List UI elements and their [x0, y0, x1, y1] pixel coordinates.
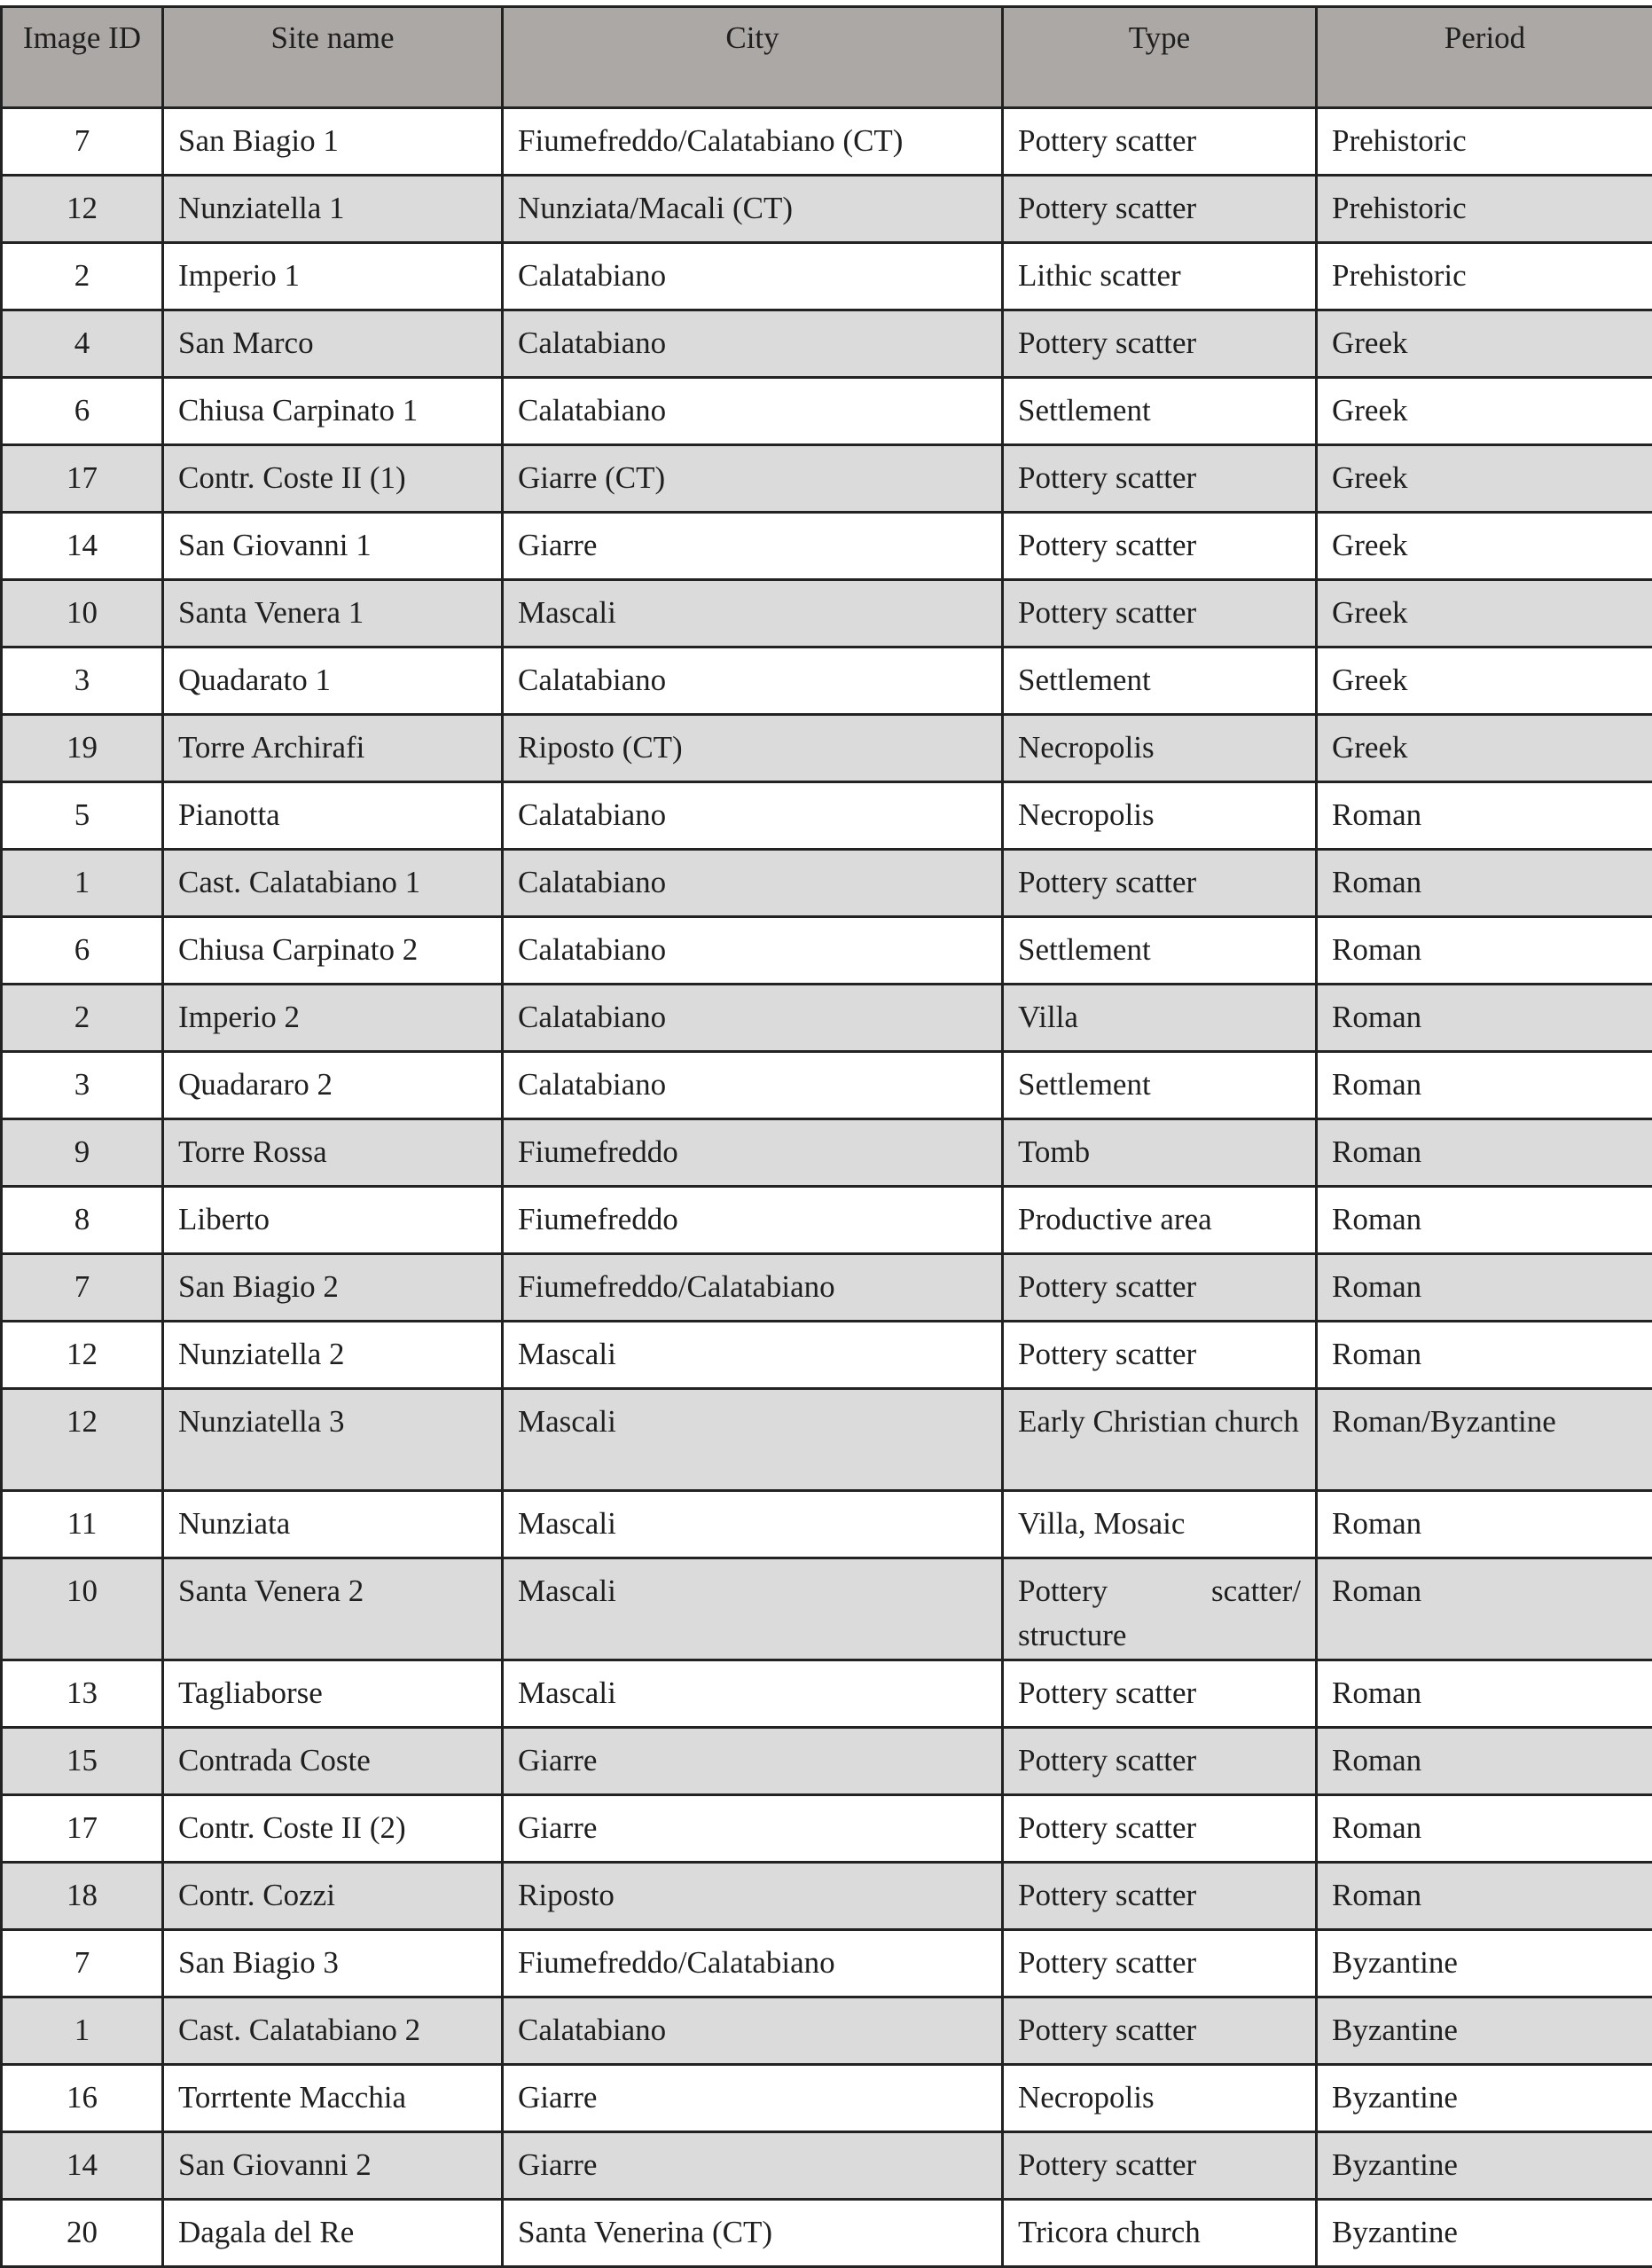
table-row	[2, 1491, 1652, 1558]
cell-site-name: Contr. Cozzi	[163, 1863, 503, 1930]
cell-type: Settlement	[1003, 647, 1317, 715]
cell-type: Pottery scatter	[1003, 1795, 1317, 1863]
cell-site-name: Cast. Calatabiano 2	[163, 1997, 503, 2065]
header-row	[2, 7, 1652, 108]
cell-period: Roman	[1317, 1558, 1652, 1660]
cell-city: Santa Venerina (CT)	[503, 2200, 1003, 2267]
table-row	[2, 1254, 1652, 1322]
table-row	[2, 1728, 1652, 1795]
cell-city: Calatabiano	[503, 1997, 1003, 2065]
cell-image-id: 1	[2, 850, 163, 917]
cell-image-id: 2	[2, 243, 163, 310]
cell-site-name: San Giovanni 1	[163, 513, 503, 580]
cell-period: Roman/Byzantine	[1317, 1389, 1652, 1491]
cell-period: Byzantine	[1317, 1997, 1652, 2065]
cell-image-id: 7	[2, 1930, 163, 1997]
cell-city: Calatabiano	[503, 850, 1003, 917]
cell-type: Early Christian church	[1003, 1389, 1317, 1491]
cell-image-id: 4	[2, 310, 163, 378]
cell-type: Pottery scatter	[1003, 108, 1317, 176]
cell-period: Greek	[1317, 310, 1652, 378]
cell-period: Greek	[1317, 647, 1652, 715]
cell-site-name: San Biagio 1	[163, 108, 503, 176]
cell-period: Byzantine	[1317, 2200, 1652, 2267]
cell-image-id: 12	[2, 1389, 163, 1491]
column-header-period: Period	[1317, 7, 1652, 108]
cell-type: Pottery scatter	[1003, 513, 1317, 580]
column-header-site-name: Site name	[163, 7, 503, 108]
table-row	[2, 1660, 1652, 1728]
cell-site-name: Contrada Coste	[163, 1728, 503, 1795]
table-row	[2, 1997, 1652, 2065]
table-row	[2, 580, 1652, 647]
cell-image-id: 3	[2, 1052, 163, 1119]
cell-period: Byzantine	[1317, 2132, 1652, 2200]
cell-site-name: Cast. Calatabiano 1	[163, 850, 503, 917]
table-row	[2, 1322, 1652, 1389]
table-row	[2, 445, 1652, 513]
cell-period: Greek	[1317, 445, 1652, 513]
cell-image-id: 13	[2, 1660, 163, 1728]
table-row	[2, 1187, 1652, 1254]
cell-image-id: 3	[2, 647, 163, 715]
cell-site-name: Quadarato 1	[163, 647, 503, 715]
cell-site-name: Nunziatella 1	[163, 176, 503, 243]
table-row	[2, 513, 1652, 580]
cell-city: Calatabiano	[503, 243, 1003, 310]
cell-city: Riposto	[503, 1863, 1003, 1930]
table-row	[2, 1863, 1652, 1930]
cell-period: Roman	[1317, 985, 1652, 1052]
cell-period: Roman	[1317, 1863, 1652, 1930]
table-row	[2, 850, 1652, 917]
cell-period: Roman	[1317, 782, 1652, 850]
cell-type: Lithic scatter	[1003, 243, 1317, 310]
cell-city: Calatabiano	[503, 917, 1003, 985]
cell-image-id: 2	[2, 985, 163, 1052]
cell-site-name: San Biagio 3	[163, 1930, 503, 1997]
cell-site-name: Chiusa Carpinato 1	[163, 378, 503, 445]
table-header	[2, 7, 1652, 108]
cell-period: Prehistoric	[1317, 243, 1652, 310]
cell-period: Roman	[1317, 1491, 1652, 1558]
cell-city: Calatabiano	[503, 378, 1003, 445]
cell-type: Villa	[1003, 985, 1317, 1052]
cell-site-name: Nunziatella 3	[163, 1389, 503, 1491]
cell-city: Calatabiano	[503, 782, 1003, 850]
cell-type: Pottery scatter	[1003, 850, 1317, 917]
cell-site-name: Nunziatella 2	[163, 1322, 503, 1389]
cell-period: Byzantine	[1317, 2065, 1652, 2132]
cell-image-id: 1	[2, 1997, 163, 2065]
cell-period: Roman	[1317, 1052, 1652, 1119]
cell-image-id: 12	[2, 1322, 163, 1389]
table-row	[2, 1119, 1652, 1187]
column-header-type: Type	[1003, 7, 1317, 108]
cell-type: Productive area	[1003, 1187, 1317, 1254]
cell-image-id: 16	[2, 2065, 163, 2132]
cell-image-id: 7	[2, 108, 163, 176]
cell-type: Pottery scatter	[1003, 1997, 1317, 2065]
cell-type: Tricora church	[1003, 2200, 1317, 2267]
cell-image-id: 14	[2, 2132, 163, 2200]
cell-period: Roman	[1317, 1119, 1652, 1187]
cell-city: Fiumefreddo	[503, 1187, 1003, 1254]
cell-image-id: 5	[2, 782, 163, 850]
cell-site-name: Imperio 2	[163, 985, 503, 1052]
cell-type: Tomb	[1003, 1119, 1317, 1187]
cell-type: Settlement	[1003, 917, 1317, 985]
cell-site-name: Torre Rossa	[163, 1119, 503, 1187]
cell-site-name: Tagliaborse	[163, 1660, 503, 1728]
table-row	[2, 715, 1652, 782]
cell-type: Necropolis	[1003, 715, 1317, 782]
cell-city: Calatabiano	[503, 647, 1003, 715]
table-row	[2, 782, 1652, 850]
table-row	[2, 2065, 1652, 2132]
cell-type: Pottery scatter	[1003, 580, 1317, 647]
cell-period: Roman	[1317, 1187, 1652, 1254]
cell-image-id: 17	[2, 1795, 163, 1863]
cell-city: Giarre	[503, 2065, 1003, 2132]
cell-period: Greek	[1317, 715, 1652, 782]
table-row	[2, 2132, 1652, 2200]
cell-image-id: 6	[2, 378, 163, 445]
table-row	[2, 1052, 1652, 1119]
cell-city: Calatabiano	[503, 985, 1003, 1052]
cell-type: Pottery scatter	[1003, 1254, 1317, 1322]
cell-site-name: Torre Archirafi	[163, 715, 503, 782]
table-row	[2, 1795, 1652, 1863]
cell-site-name: Contr. Coste II (2)	[163, 1795, 503, 1863]
cell-site-name: San Biagio 2	[163, 1254, 503, 1322]
table-row	[2, 1558, 1652, 1660]
cell-city: Riposto (CT)	[503, 715, 1003, 782]
cell-image-id: 17	[2, 445, 163, 513]
cell-image-id: 18	[2, 1863, 163, 1930]
cell-period: Prehistoric	[1317, 176, 1652, 243]
cell-city: Giarre	[503, 1795, 1003, 1863]
cell-image-id: 6	[2, 917, 163, 985]
cell-city: Giarre	[503, 1728, 1003, 1795]
sites-table	[0, 5, 1652, 2268]
cell-period: Roman	[1317, 1254, 1652, 1322]
cell-site-name: Nunziata	[163, 1491, 503, 1558]
cell-city: Nunziata/Macali (CT)	[503, 176, 1003, 243]
cell-image-id: 11	[2, 1491, 163, 1558]
cell-site-name: Dagala del Re	[163, 2200, 503, 2267]
cell-image-id: 12	[2, 176, 163, 243]
column-header-city: City	[503, 7, 1003, 108]
table-row	[2, 108, 1652, 176]
cell-period: Roman	[1317, 1795, 1652, 1863]
cell-site-name: Contr. Coste II (1)	[163, 445, 503, 513]
cell-city: Fiumefreddo	[503, 1119, 1003, 1187]
table-body	[2, 108, 1652, 2267]
cell-image-id: 15	[2, 1728, 163, 1795]
cell-site-name: Liberto	[163, 1187, 503, 1254]
cell-site-name: Chiusa Carpinato 2	[163, 917, 503, 985]
cell-type: Pottery scatter	[1003, 310, 1317, 378]
cell-type: Settlement	[1003, 1052, 1317, 1119]
cell-city: Fiumefreddo/Calatabiano	[503, 1930, 1003, 1997]
cell-type: Necropolis	[1003, 782, 1317, 850]
cell-site-name: Torrtente Macchia	[163, 2065, 503, 2132]
cell-image-id: 14	[2, 513, 163, 580]
cell-type: Pottery scatter	[1003, 1863, 1317, 1930]
cell-period: Greek	[1317, 513, 1652, 580]
cell-city: Mascali	[503, 1558, 1003, 1660]
cell-type: Necropolis	[1003, 2065, 1317, 2132]
cell-image-id: 19	[2, 715, 163, 782]
cell-period: Byzantine	[1317, 1930, 1652, 1997]
cell-image-id: 10	[2, 1558, 163, 1660]
table-row	[2, 985, 1652, 1052]
cell-city: Fiumefreddo/Calatabiano (CT)	[503, 108, 1003, 176]
cell-type: Pottery scatter	[1003, 1728, 1317, 1795]
cell-type: Settlement	[1003, 378, 1317, 445]
table-row	[2, 310, 1652, 378]
cell-city: Mascali	[503, 580, 1003, 647]
cell-city: Mascali	[503, 1322, 1003, 1389]
cell-site-name: Imperio 1	[163, 243, 503, 310]
cell-period: Roman	[1317, 1322, 1652, 1389]
cell-city: Fiumefreddo/Calatabiano	[503, 1254, 1003, 1322]
cell-city: Giarre	[503, 2132, 1003, 2200]
table-row	[2, 378, 1652, 445]
cell-type: Pottery scatter	[1003, 1660, 1317, 1728]
cell-period: Greek	[1317, 378, 1652, 445]
cell-image-id: 10	[2, 580, 163, 647]
cell-type: Pottery scatter	[1003, 2132, 1317, 2200]
cell-period: Roman	[1317, 1728, 1652, 1795]
cell-site-name: San Marco	[163, 310, 503, 378]
cell-image-id: 7	[2, 1254, 163, 1322]
cell-period: Roman	[1317, 850, 1652, 917]
cell-type: Pottery scatter/ structure	[1003, 1558, 1317, 1660]
table-row	[2, 1930, 1652, 1997]
column-header-image-id: Image ID	[2, 7, 163, 108]
cell-site-name: Pianotta	[163, 782, 503, 850]
table-row	[2, 243, 1652, 310]
table-row	[2, 2200, 1652, 2267]
cell-site-name: Santa Venera 1	[163, 580, 503, 647]
cell-city: Mascali	[503, 1389, 1003, 1491]
cell-type: Villa, Mosaic	[1003, 1491, 1317, 1558]
cell-image-id: 20	[2, 2200, 163, 2267]
table-row	[2, 1389, 1652, 1491]
cell-city: Mascali	[503, 1491, 1003, 1558]
cell-type: Pottery scatter	[1003, 176, 1317, 243]
cell-image-id: 9	[2, 1119, 163, 1187]
table-row	[2, 917, 1652, 985]
cell-city: Calatabiano	[503, 1052, 1003, 1119]
cell-site-name: Quadararo 2	[163, 1052, 503, 1119]
cell-city: Giarre	[503, 513, 1003, 580]
cell-period: Roman	[1317, 917, 1652, 985]
cell-period: Greek	[1317, 580, 1652, 647]
cell-city: Giarre (CT)	[503, 445, 1003, 513]
cell-site-name: San Giovanni 2	[163, 2132, 503, 2200]
table-row	[2, 176, 1652, 243]
cell-period: Roman	[1317, 1660, 1652, 1728]
cell-type: Pottery scatter	[1003, 1322, 1317, 1389]
table-row	[2, 647, 1652, 715]
cell-period: Prehistoric	[1317, 108, 1652, 176]
cell-city: Calatabiano	[503, 310, 1003, 378]
cell-type: Pottery scatter	[1003, 1930, 1317, 1997]
cell-site-name: Santa Venera 2	[163, 1558, 503, 1660]
cell-image-id: 8	[2, 1187, 163, 1254]
cell-city: Mascali	[503, 1660, 1003, 1728]
cell-type: Pottery scatter	[1003, 445, 1317, 513]
